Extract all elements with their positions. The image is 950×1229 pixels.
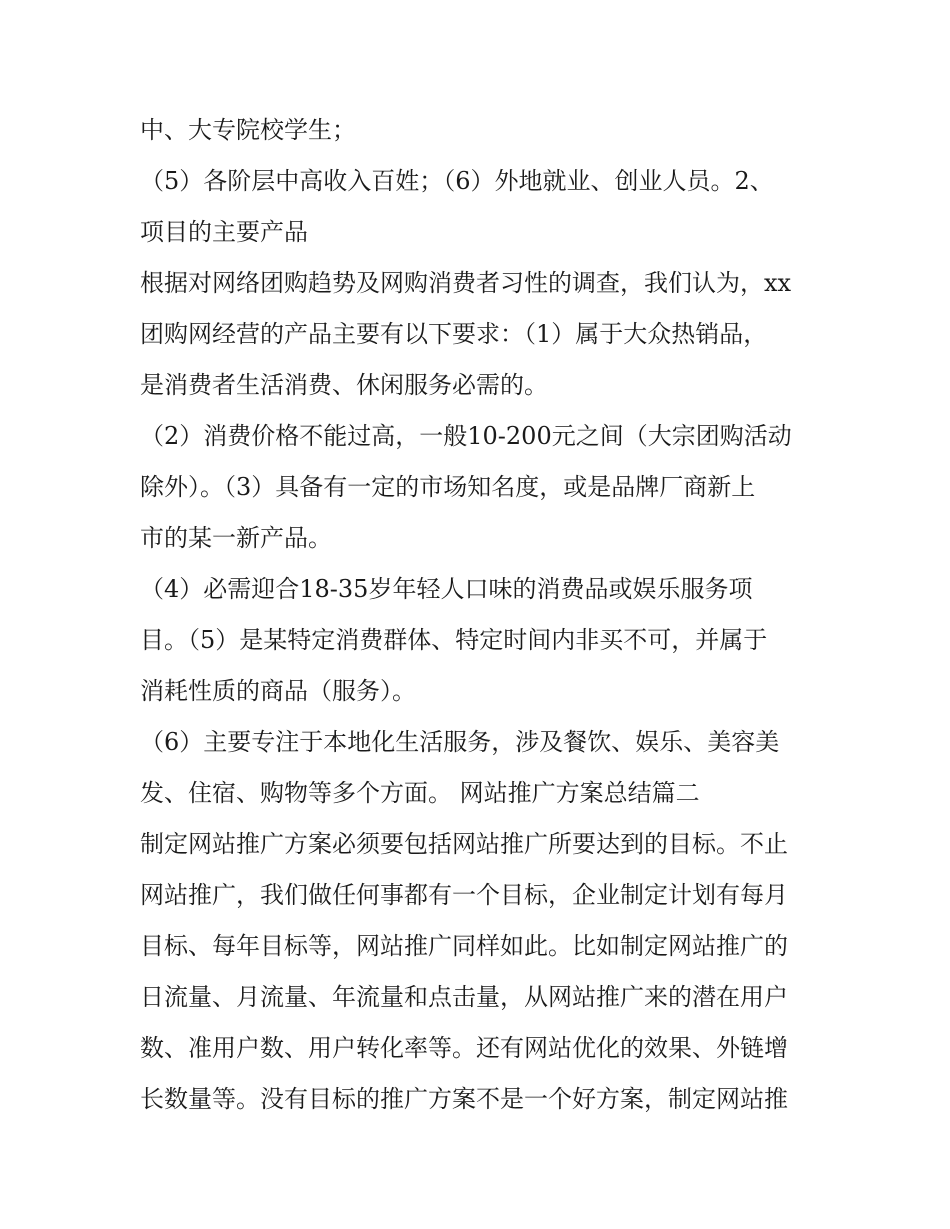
text-line: 目标、每年目标等，网站推广同样如此。比如制定网站推广的	[140, 932, 788, 960]
text-line: 消耗性质的商品（服务）。	[140, 677, 416, 705]
text-line: 根据对网络团购趋势及网购消费者习性的调查，我们认为，xx	[140, 269, 792, 297]
text-line: 除外）。（3）具备有一定的市场知名度，或是品牌厂商新上	[140, 473, 756, 501]
text-line: 网站推广，我们做任何事都有一个目标，企业制定计划有每月	[140, 881, 788, 909]
text-line: （4）必需迎合18-35岁年轻人口味的消费品或娱乐服务项	[140, 575, 753, 603]
body-text	[140, 110, 820, 1130]
text-line: 制定网站推广方案必须要包括网站推广所要达到的目标。不止	[140, 830, 788, 858]
text-line: 目。（5）是某特定消费群体、特定时间内非买不可，并属于	[140, 626, 768, 654]
text-line: （5）各阶层中高收入百姓；（6）外地就业、创业人员。2、	[140, 167, 774, 195]
text-line: 团购网经营的产品主要有以下要求：（1）属于大众热销品，	[140, 320, 768, 348]
text-line: 发、住宿、购物等多个方面。 网站推广方案总结篇二	[140, 779, 700, 807]
text-line: 市的某一新产品。	[140, 524, 332, 552]
text-line: 中、大专院校学生；	[140, 116, 356, 144]
text-line: （2）消费价格不能过高，一般10-200元之间（大宗团购活动	[140, 422, 792, 450]
text-line: 是消费者生活消费、休闲服务必需的。	[140, 371, 548, 399]
text-line: 长数量等。没有目标的推广方案不是一个好方案，制定网站推	[140, 1085, 788, 1113]
text-line: 项目的主要产品	[140, 218, 308, 246]
text-line: （6）主要专注于本地化生活服务，涉及餐饮、娱乐、美容美	[140, 728, 780, 756]
text-line: 数、准用户数、用户转化率等。还有网站优化的效果、外链增	[140, 1034, 788, 1062]
text-line: 日流量、月流量、年流量和点击量，从网站推广来的潜在用户	[140, 983, 788, 1011]
